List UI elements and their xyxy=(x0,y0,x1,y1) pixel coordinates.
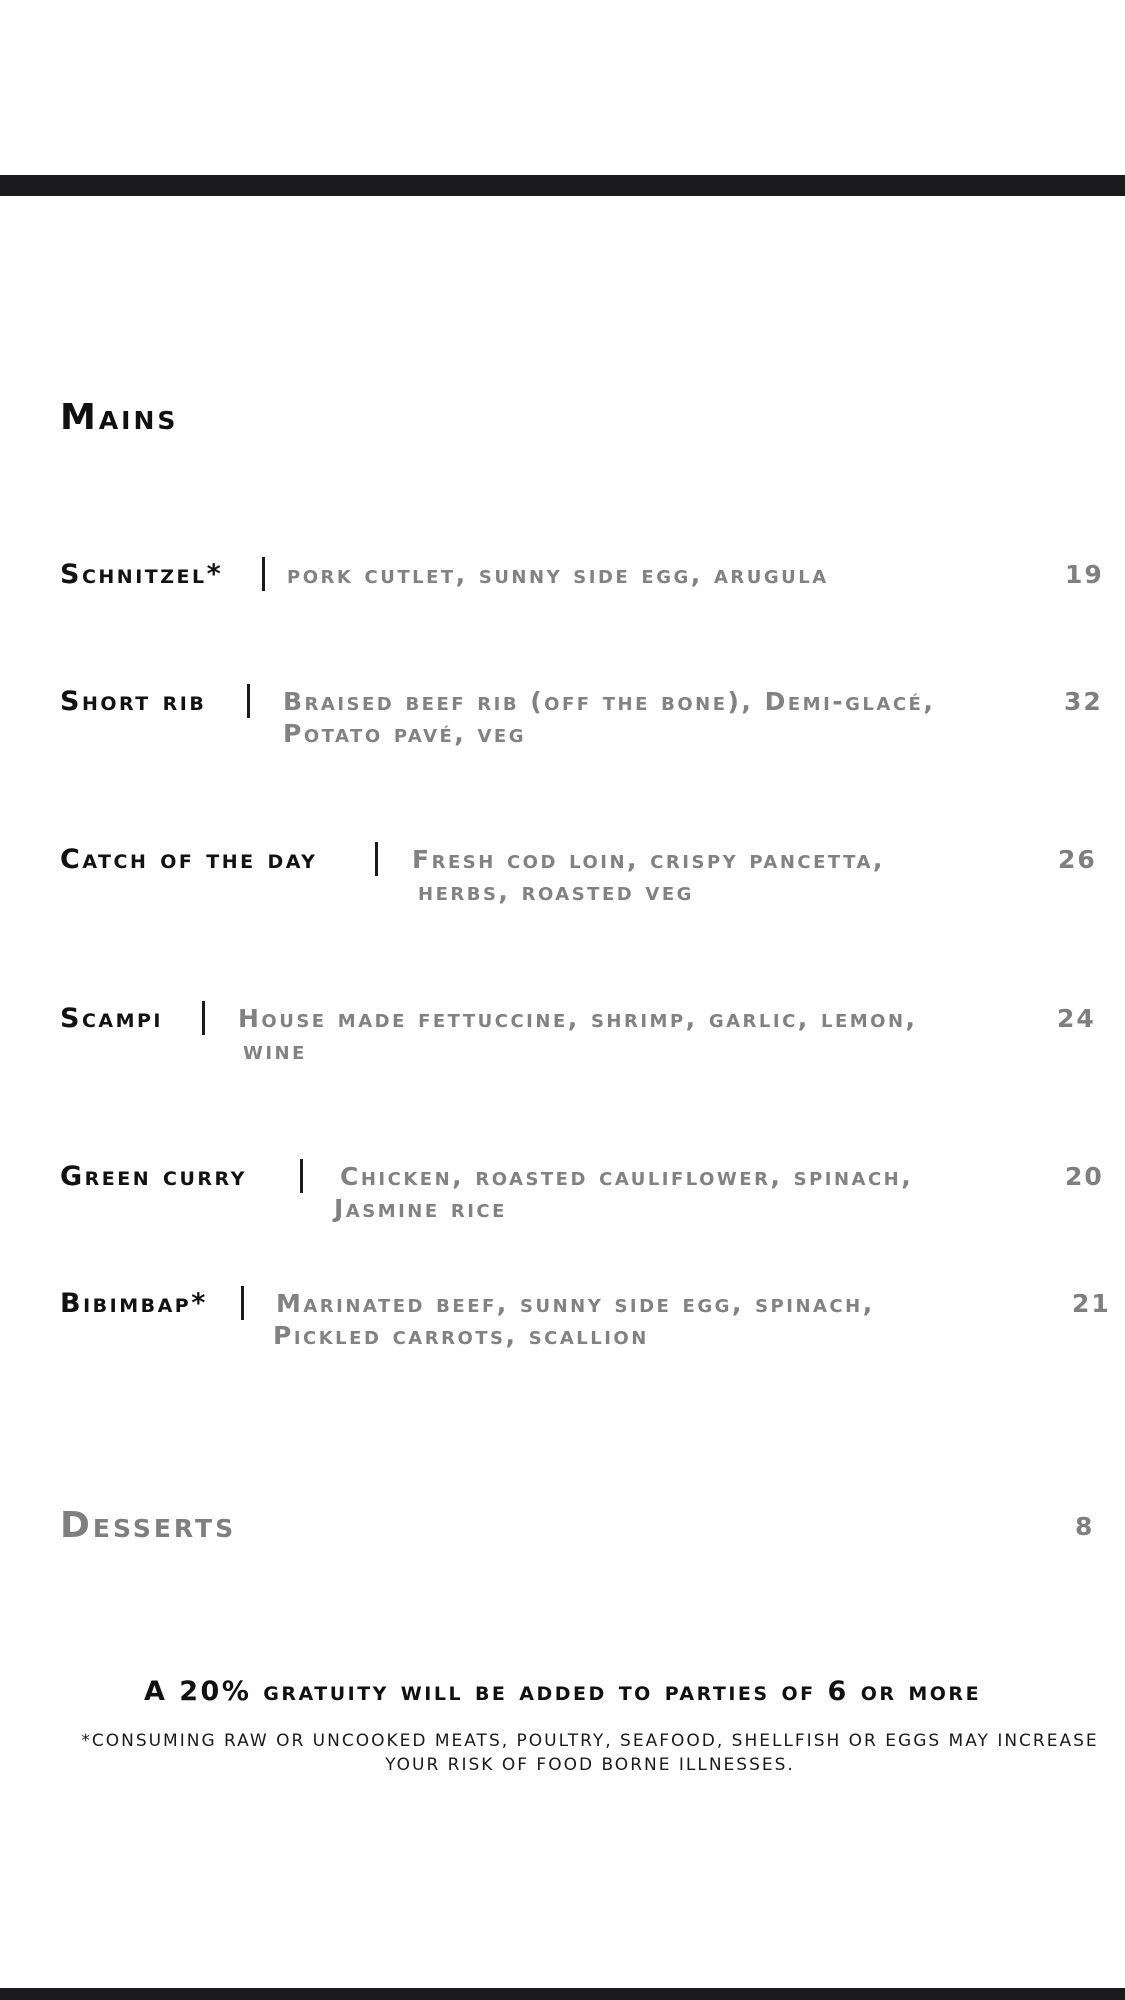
menu-item-price: 24 xyxy=(1057,1004,1096,1033)
menu-item-description-line: herbs, roasted veg xyxy=(418,877,694,906)
menu-item-description xyxy=(287,559,829,591)
menu-item-description-line: Potato pavé, veg xyxy=(283,719,526,748)
menu-item-description-line: Pickled carrots, scallion xyxy=(273,1321,649,1350)
menu-item-description-line: wine xyxy=(243,1036,307,1065)
menu-item-name: Bibimbap* xyxy=(60,1288,208,1319)
item-separator xyxy=(202,1001,205,1035)
item-separator xyxy=(300,1159,303,1193)
menu-item-name: Green curry xyxy=(60,1161,247,1192)
menu-item xyxy=(60,1161,1105,1241)
menu-item-price: 32 xyxy=(1064,687,1103,716)
menu-item-description xyxy=(273,1288,875,1352)
item-separator xyxy=(262,557,265,591)
menu-item-description-line: pork cutlet, sunny side egg, arugula xyxy=(287,560,829,589)
menu-item-price: 19 xyxy=(1065,560,1104,589)
menu-item-description xyxy=(238,1003,918,1067)
menu-item-price: 26 xyxy=(1058,845,1097,874)
menu-item-description-line: Braised beef rib (off the bone), Demi-glacé, xyxy=(283,687,936,716)
top-divider-bar xyxy=(0,175,1125,196)
menu-item-description xyxy=(283,686,935,750)
menu-item-name: Schnitzel* xyxy=(60,559,224,590)
menu-item-name: Catch of the day xyxy=(60,844,318,875)
desserts-price: 8 xyxy=(1075,1512,1093,1541)
menu-item-description-line: Jasmine rice xyxy=(334,1194,507,1223)
menu-item xyxy=(60,559,1105,639)
consumption-disclaimer: *CONSUMING RAW OR UNCOOKED MEATS, POULTRY, SEAFOOD, SHELLFISH OR EGGS MAY INCREASE YOUR RISK OF FOOD BORNE ILLNESSES. xyxy=(81,1731,1099,1775)
menu-item-price: 20 xyxy=(1065,1162,1104,1191)
menu-item-description-line: Marinated beef, sunny side egg, spinach, xyxy=(276,1289,875,1318)
menu-item xyxy=(60,1288,1111,1368)
bottom-divider-bar xyxy=(0,1988,1125,2000)
menu-item-name: Short rib xyxy=(60,686,207,717)
menu-item-name: Scampi xyxy=(60,1003,163,1034)
item-separator xyxy=(247,684,250,718)
item-separator xyxy=(375,842,378,876)
item-separator xyxy=(241,1286,244,1320)
menu-item-price: 21 xyxy=(1072,1289,1111,1318)
menu-item-description xyxy=(334,1161,913,1225)
menu-item-description-line: Chicken, roasted cauliflower, spinach, xyxy=(340,1162,914,1191)
desserts-heading: Desserts xyxy=(60,1505,237,1546)
gratuity-notice: A 20% gratuity will be added to parties of 6 or more xyxy=(143,1676,982,1707)
menu-item xyxy=(60,844,1105,924)
menu-item-description-line: House made fettuccine, shrimp, garlic, lemon, xyxy=(238,1004,918,1033)
menu-item xyxy=(60,686,1105,766)
mains-heading: Mains xyxy=(60,397,179,438)
menu-item-description xyxy=(412,844,885,908)
menu-item xyxy=(60,1003,1105,1083)
menu-item-description-line: Fresh cod loin, crispy pancetta, xyxy=(412,845,885,874)
